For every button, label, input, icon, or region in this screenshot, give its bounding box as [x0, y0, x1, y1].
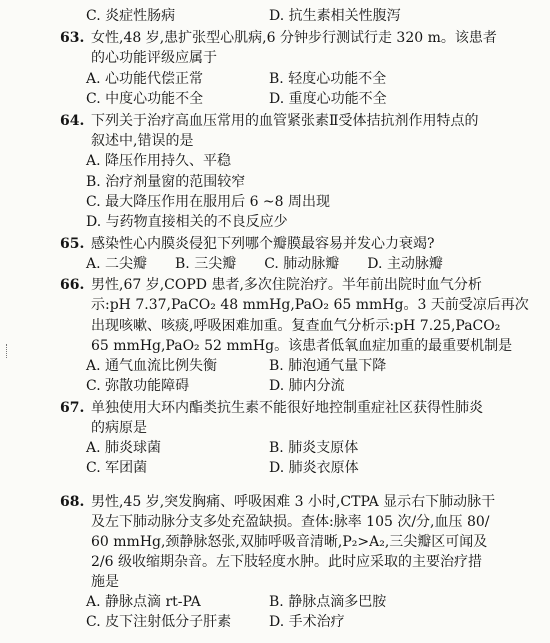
q68-option-c: C. 皮下注射低分子肝素 [86, 614, 232, 630]
q66-stem-line-3: 出现咳嗽、咳痰,呼吸困难加重。复查血气分析示:pH 7.25,PaCO₂ [91, 318, 501, 334]
q66-number: 66. [60, 277, 85, 293]
q63-number: 63. [60, 30, 85, 46]
q64-option-d: D. 与药物直接相关的不良反应少 [86, 214, 288, 230]
q65-number: 65. [60, 236, 85, 252]
q68-option-b: B. 静脉点滴多巴胺 [269, 594, 387, 610]
q68-stem-line-2: 及左下肺动脉分支多处充盈缺损。查体:脉率 105 次/分,血压 80/ [91, 514, 490, 530]
q64-option-a: A. 降压作用持久、平稳 [86, 153, 232, 169]
q66-stem-line-2: 示:pH 7.37,PaCO₂ 48 mmHg,PaO₂ 65 mmHg。3 天前受凉后再次 [91, 297, 529, 313]
q62-option-d: D. 抗生素相关性腹泻 [269, 8, 401, 24]
q66-option-d: D. 肺内分流 [269, 378, 345, 394]
q64-option-c: C. 最大降压作用在服用后 6 ~8 周出现 [86, 194, 331, 210]
q67-option-a: A. 肺炎球菌 [86, 440, 162, 456]
q67-stem-line-1: 单独使用大环内酯类抗生素不能很好地控制重症社区获得性肺炎 [91, 400, 483, 416]
q64-option-b: B. 治疗剂量窗的范围较窄 [86, 174, 246, 190]
q65-stem: 感染性心内膜炎侵犯下列哪个瓣膜最容易并发心力衰竭? [91, 236, 435, 252]
q68-number: 68. [60, 494, 85, 510]
q66-stem-line-4: 65 mmHg,PaO₂ 52 mmHg。该患者低氧血症加重的最重要机制是 [91, 338, 513, 354]
q68-option-a: A. 静脉点滴 rt-PA [86, 594, 201, 610]
q64-number: 64. [60, 113, 85, 129]
q63-option-b: B. 轻度心功能不全 [269, 71, 387, 87]
q66-stem-line-1: 男性,67 岁,COPD 患者,多次住院治疗。半年前出院时血气分析 [91, 277, 482, 293]
q64-stem-line-2: 叙述中,错误的是 [91, 133, 194, 149]
q68-stem-line-5: 施是 [91, 574, 119, 590]
q66-option-b: B. 肺泡通气量下降 [269, 358, 387, 374]
q63-stem-line-2: 的心功能评级应属于 [91, 50, 217, 66]
q67-stem-line-2: 的病原是 [91, 420, 147, 436]
q67-number: 67. [60, 400, 85, 416]
q68-stem-line-3: 60 mmHg,颈静脉怒张,双肺呼吸音清晰,P₂>A₂,三尖瓣区可闻及 [91, 534, 488, 550]
q68-stem-line-4: 2/6 级收缩期杂音。左下肢轻度水肿。此时应采取的主要治疗措 [91, 554, 482, 570]
q67-option-b: B. 肺炎支原体 [269, 440, 359, 456]
q63-option-a: A. 心功能代偿正常 [86, 71, 204, 87]
q63-option-c: C. 中度心功能不全 [86, 91, 204, 107]
margin-mark [6, 344, 10, 358]
q67-option-d: D. 肺炎衣原体 [269, 460, 359, 476]
q62-option-c: C. 炎症性肠病 [86, 8, 176, 24]
q66-option-c: C. 弥散功能障碍 [86, 378, 190, 394]
q65-options: A. 二尖瓣 B. 三尖瓣 C. 肺动脉瓣 D. 主动脉瓣 [86, 256, 443, 272]
q63-option-d: D. 重度心功能不全 [269, 91, 387, 107]
q64-stem-line-1: 下列关于治疗高血压常用的血管紧张素Ⅱ受体拮抗剂作用特点的 [91, 113, 479, 129]
q68-stem-line-1: 男性,45 岁,突发胸痛、呼吸困难 3 小时,CTPA 显示右下肺动脉干 [91, 494, 496, 510]
q66-option-a: A. 通气血流比例失衡 [86, 358, 218, 374]
q67-option-c: C. 军团菌 [86, 460, 148, 476]
q68-option-d: D. 手术治疗 [269, 614, 345, 630]
q63-stem-line-1: 女性,48 岁,患扩张型心肌病,6 分钟步行测试行走 320 m。该患者 [91, 30, 497, 46]
